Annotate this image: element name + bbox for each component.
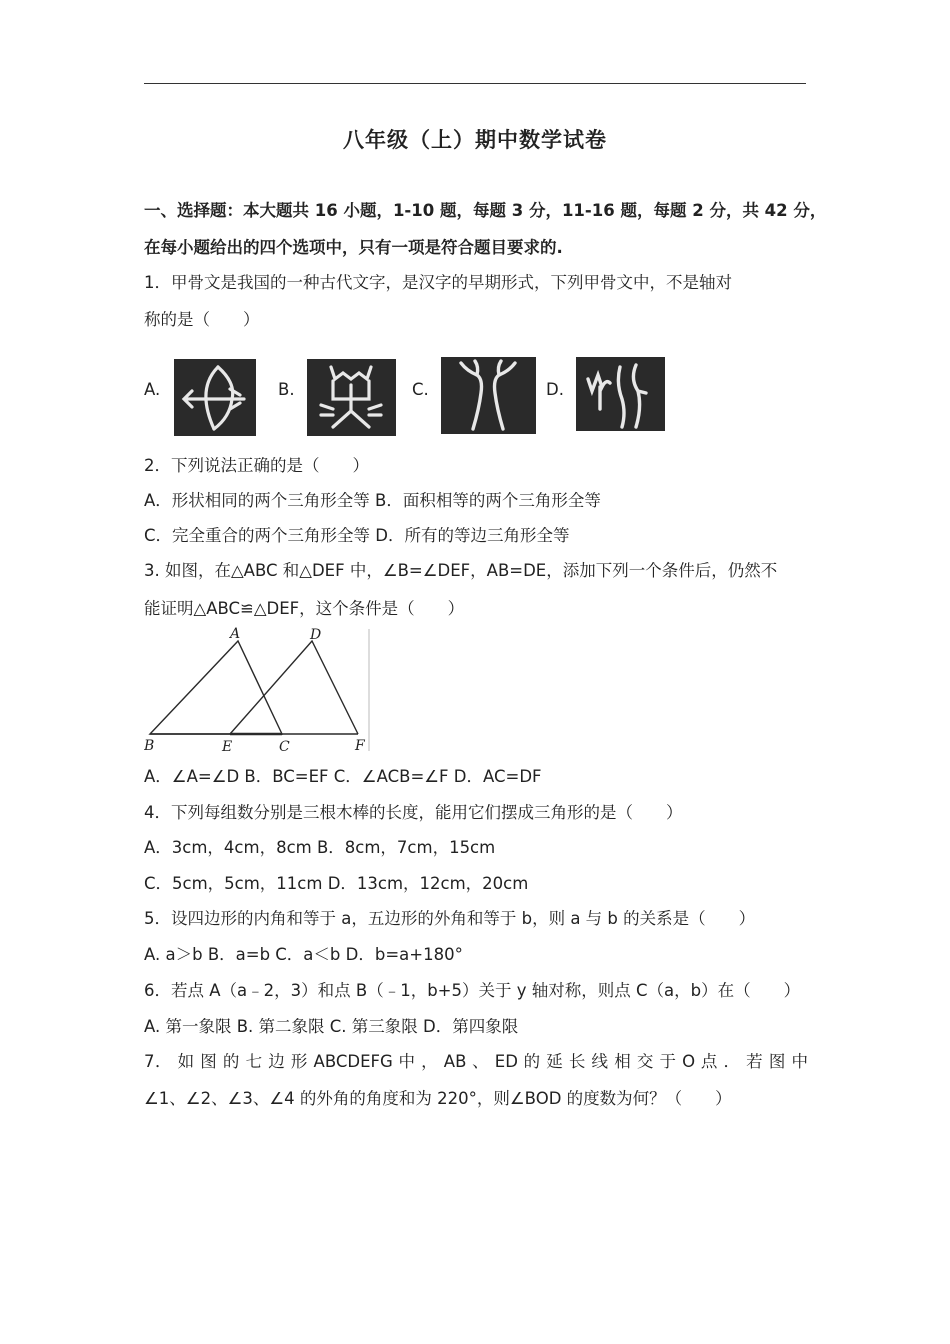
label-C: C [279, 739, 290, 753]
label-D: D [310, 627, 322, 643]
section-heading-line1: 一、选择题：本大题共 16 小题，1-10 题，每题 3 分，11-16 题，每题 2 分，共 42 分， [144, 201, 827, 220]
label-E: E [222, 739, 233, 753]
q3-stem-line2: 能证明△ABC≌△DEF，这个条件是（ ） [144, 599, 465, 618]
q1-stem-line1: 1．甲骨文是我国的一种古代文字，是汉字的早期形式，下列甲骨文中，不是轴对 [144, 273, 732, 292]
q2-stem: 2．下列说法正确的是（ ） [144, 456, 369, 475]
q3-options: A．∠A=∠D B．BC=EF C．∠ACB=∠F D．AC=DF [144, 767, 542, 786]
q3-stem-line1: 3. 如图，在△ABC 和△DEF 中，∠B=∠DEF，AB=DE，添加下列一个条件后，仍然不 [144, 561, 778, 580]
tree-branch-glyph-icon [441, 357, 536, 434]
wave-stalk-glyph-icon [576, 357, 665, 431]
q4-stem: 4．下列每组数分别是三根木棒的长度，能用它们摆成三角形的是（ ） [144, 803, 683, 822]
q5-options: A. a＞b B．a=b C．a＜b D．b=a+180° [144, 945, 463, 964]
q1-option-a-label: A. [144, 380, 161, 399]
label-A: A [230, 627, 241, 642]
q7-stem-line2: ∠1、∠2、∠3、∠4 的外角的角度和为 220°，则∠BOD 的度数为何？（ ） [144, 1089, 732, 1108]
bow-arrow-glyph-icon [174, 359, 256, 436]
q1-stem-line2: 称的是（ ） [144, 310, 260, 329]
q1-option-c-label: C. [412, 380, 429, 399]
q1-option-b-label: B. [278, 380, 295, 399]
q2-options-row2: C．完全重合的两个三角形全等 D．所有的等边三角形全等 [144, 526, 570, 545]
section-heading-line2: 在每小题给出的四个选项中，只有一项是符合题目要求的. [144, 238, 563, 257]
page-title: 八年级（上）期中数学试卷 [343, 128, 607, 152]
triangle-figure [144, 627, 370, 753]
q1-option-d-label: D. [546, 380, 564, 399]
q4-options-row1: A．3cm，4cm，8cm B．8cm，7cm，15cm [144, 838, 496, 857]
q6-options: A. 第一象限 B. 第二象限 C. 第三象限 D．第四象限 [144, 1017, 519, 1036]
q7-stem-line1: 7． 如 图 的 七 边 形 ABCDEFG 中 ， AB 、 ED 的 延 长 线 相 交 于 O 点 ． 若 图 中 [144, 1052, 808, 1071]
cat-face-glyph-icon [307, 359, 396, 436]
q4-options-row2: C．5cm，5cm，11cm D．13cm，12cm，20cm [144, 874, 529, 893]
label-B: B [144, 738, 155, 753]
label-F: F [355, 738, 365, 753]
q2-options-row1: A．形状相同的两个三角形全等 B．面积相等的两个三角形全等 [144, 491, 601, 510]
q6-stem: 6．若点 A（a﹣2，3）和点 B（﹣1，b+5）关于 y 轴对称，则点 C（a，b）在（ ） [144, 981, 801, 1000]
q5-stem: 5．设四边形的内角和等于 a，五边形的外角和等于 b，则 a 与 b 的关系是（ ） [144, 909, 756, 928]
header-rule [144, 83, 806, 84]
